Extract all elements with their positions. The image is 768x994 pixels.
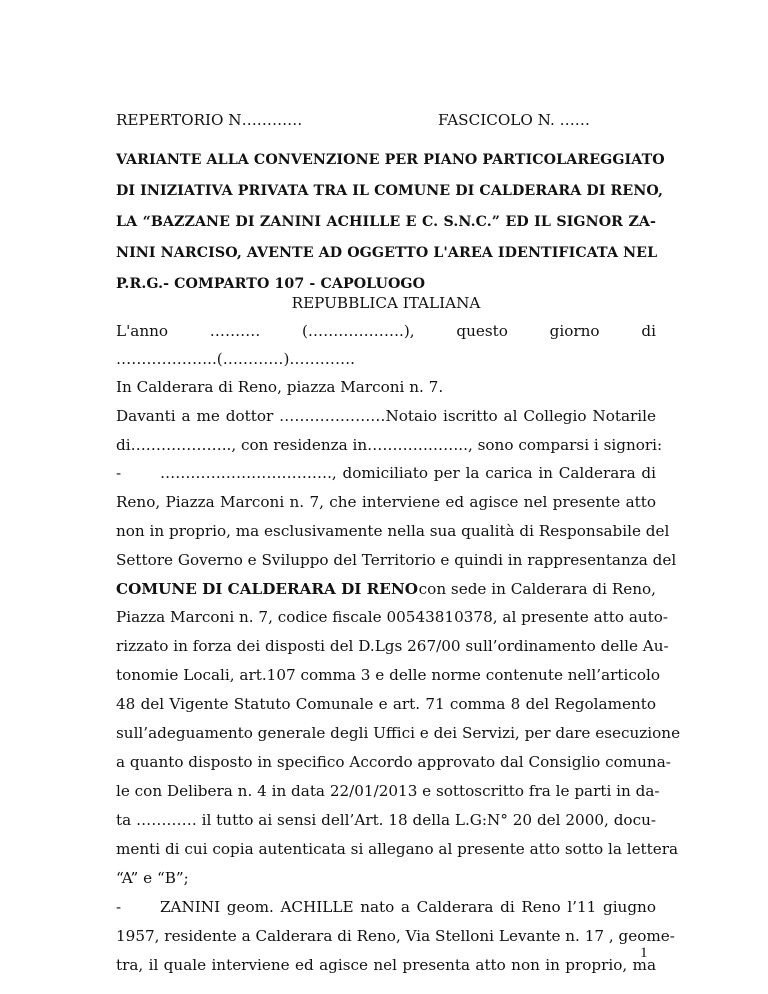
- intro-line: di……………….., con residenza in……………….., sono comparsi i signori:: [116, 436, 663, 454]
- title-line: NINI NARCISO, AVENTE AD OGGETTO L'AREA IDENTIFICATA NEL: [116, 245, 658, 261]
- paragraph-line: Reno, Piazza Marconi n. 7, che interviene ed agisce nel presente atto: [116, 493, 656, 511]
- paragraph-line: Settore Governo e Sviluppo del Territorio e quindi in rappresentanza del: [116, 551, 677, 569]
- comune-name: COMUNE DI CALDERARA DI RENO: [116, 580, 418, 598]
- paragraph-line: 48 del Vigente Statuto Comunale e art. 71 comma 8 del Regolamento: [116, 695, 656, 713]
- intro-year-line: [116, 321, 656, 341]
- title-line: P.R.G.- COMPARTO 107 - CAPOLUOGO: [116, 276, 426, 292]
- paragraph-line: ……………………………., domiciliato per la carica in Calderara di: [160, 464, 656, 482]
- list-dash: -: [116, 464, 122, 482]
- intro-line: ………………..(…………)………….: [116, 350, 355, 368]
- intro-word: di: [641, 322, 656, 340]
- intro-word: L'anno: [116, 322, 169, 340]
- paragraph-line: [116, 579, 656, 599]
- repertorio-number: REPERTORIO N…………: [116, 111, 303, 129]
- paragraph-line: ta ………… il tutto ai sensi dell’Art. 18 della L.G:N° 20 del 2000, docu-: [116, 811, 656, 829]
- fascicolo-number: FASCICOLO N. ……: [438, 111, 590, 129]
- republic-heading: REPUBBLICA ITALIANA: [291, 294, 481, 312]
- intro-line: In Calderara di Reno, piazza Marconi n. 7.: [116, 378, 444, 396]
- paragraph-line: 1957, residente a Calderara di Reno, Via Stelloni Levante n. 17 , geome-: [116, 927, 675, 945]
- intro-word: giorno: [549, 322, 600, 340]
- page-number: 1: [640, 944, 648, 961]
- paragraph-line: rizzato in forza dei disposti del D.Lgs 267/00 sull’ordinamento delle Au-: [116, 637, 669, 655]
- title-line: DI INIZIATIVA PRIVATA TRA IL COMUNE DI CALDERARA DI RENO,: [116, 183, 664, 199]
- paragraph-line: non in proprio, ma esclusivamente nella sua qualità di Responsabile del: [116, 522, 670, 540]
- paragraph-line: tonomie Locali, art.107 comma 3 e delle norme contenute nell’articolo: [116, 666, 660, 684]
- title-line: VARIANTE ALLA CONVENZIONE PER PIANO PARTICOLAREGGIATO: [116, 152, 665, 168]
- paragraph-line: le con Delibera n. 4 in data 22/01/2013 e sottoscritto fra le parti in da-: [116, 782, 660, 800]
- paragraph-line: “A” e “B”;: [116, 869, 189, 887]
- paragraph-line: tra, il quale interviene ed agisce nel presenta atto non in proprio, ma: [116, 956, 656, 974]
- paragraph-line: menti di cui copia autenticata si allegano al presente atto sotto la lettera: [116, 840, 679, 858]
- paragraph-line: ZANINI geom. ACHILLE nato a Calderara di Reno l’11 giugno: [160, 898, 656, 916]
- intro-word: questo: [456, 322, 508, 340]
- paragraph-text: con sede in Calderara di Reno,: [418, 580, 656, 598]
- title-line: LA “BAZZANE DI ZANINI ACHILLE E C. S.N.C.” ED IL SIGNOR ZA-: [116, 214, 656, 230]
- paragraph-line: sull’adeguamento generale degli Uffici e dei Servizi, per dare esecuzione: [116, 724, 681, 742]
- list-dash: -: [116, 898, 122, 916]
- paragraph-line: a quanto disposto in specifico Accordo approvato dal Consiglio comuna-: [116, 753, 671, 771]
- intro-word: ……….: [209, 322, 261, 340]
- paragraph-line: Piazza Marconi n. 7, codice fiscale 00543810378, al presente atto auto-: [116, 608, 669, 626]
- intro-word: (……………….),: [301, 322, 415, 340]
- intro-line: Davanti a me dottor …………………Notaio iscritto al Collegio Notarile: [116, 407, 656, 425]
